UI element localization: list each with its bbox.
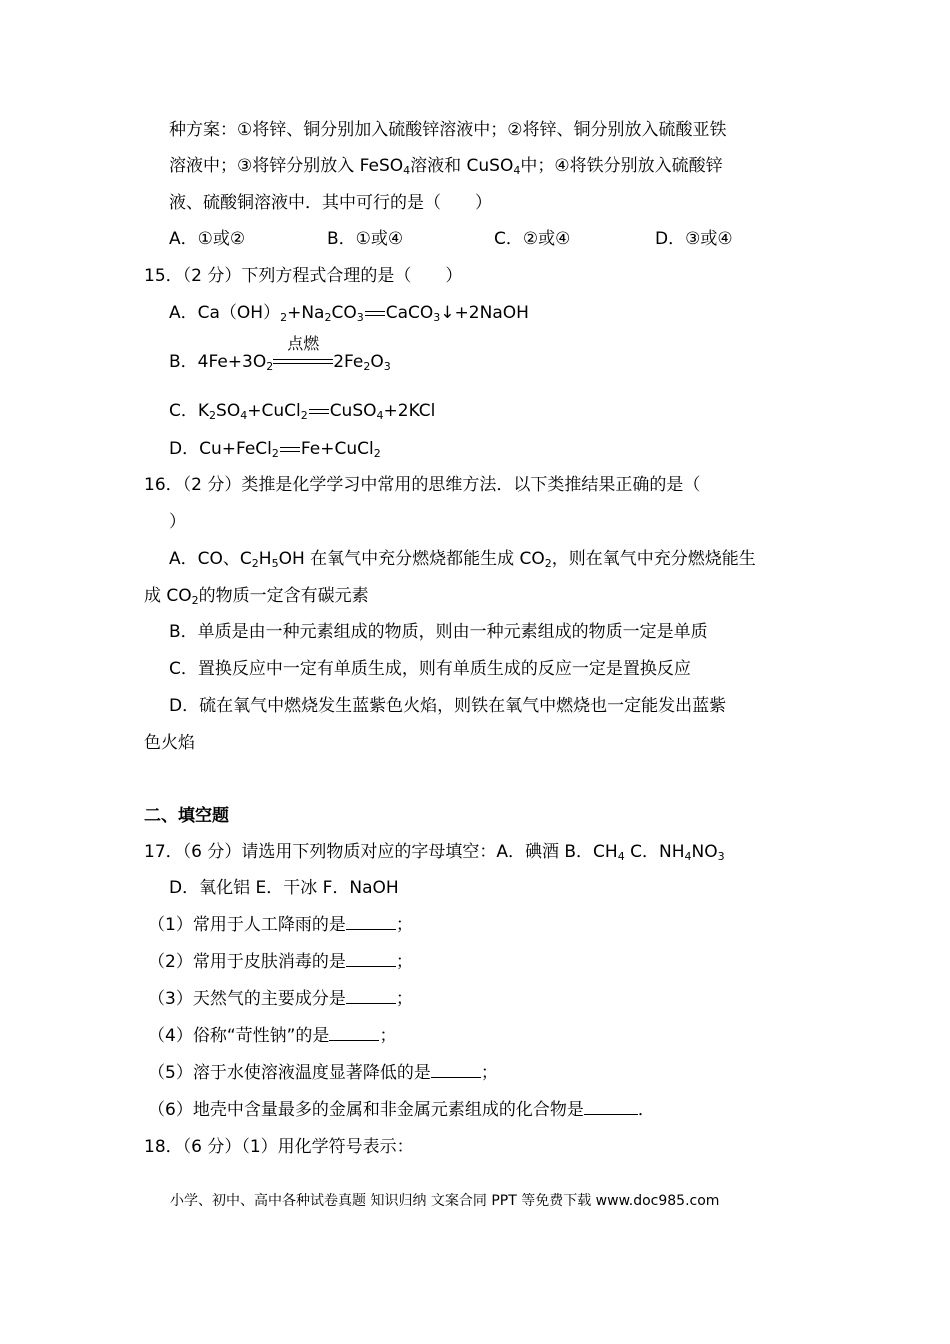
equals-sign-icon [309,409,329,414]
q17-stem: 17．（6 分）请选用下列物质对应的字母填空：A．碘酒 B．$CH_4$ C．$NH_4NO_3$ [144,842,725,863]
answer-blank[interactable] [346,987,396,1004]
equals-sign-icon [280,447,300,452]
equals-sign-icon [273,359,333,364]
q17-part-2: （2）常用于皮肤消毒的是 ； [148,952,413,972]
answer-blank[interactable] [584,1098,638,1115]
q16-stem: 16．（2 分）类推是化学学习中常用的思维方法．以下类推结果正确的是（ [144,475,701,495]
q16-option-a-cont: 成 $CO_2$的物质一定含有碳元素 [144,586,369,607]
q15-option-a: A．$Ca(OH)_2+Na_2CO_3$ CaCO$_3$↓+2NaOH [169,303,529,324]
answer-blank[interactable] [346,950,396,967]
reaction-condition: 点燃 [273,350,333,374]
q16-stem-cont: ） [169,512,186,532]
q17-part-4: （4）俗称“苛性钠”的是 ； [148,1026,397,1046]
q17-stem-cont: D．氧化铝 E．干冰 F．NaOH [169,878,399,898]
q14-text-line-3: 液、硫酸铜溶液中．其中可行的是（ ） [169,193,492,213]
q14-option-a: A．①或② [169,229,246,249]
q15-option-d: D．Cu+FeCl$_2$ Fe+CuCl$_2$ [169,439,381,460]
q17-part-3: （3）天然气的主要成分是 ； [148,989,413,1009]
answer-blank[interactable] [431,1061,481,1078]
answer-blank[interactable] [329,1024,379,1041]
q18-stem: 18．（6 分）（1）用化学符号表示： [144,1137,414,1157]
q14-option-d: D．③或④ [655,229,733,249]
q16-option-c: C．置换反应中一定有单质生成，则有单质生成的反应一定是置换反应 [169,659,691,679]
q17-part-6: （6）地壳中含量最多的金属和非金属元素组成的化合物是 ． [148,1100,655,1120]
q17-part-1: （1）常用于人工降雨的是 ； [148,915,413,935]
q14-text-line-2: 溶液中；③将锌分别放入 FeSO$_4$溶液和 CuSO$_4$中；④将铁分别放入硫酸锌 [169,156,723,177]
section-heading: 二、填空题 [144,806,229,826]
page-footer: 小学、初中、高中各种试卷真题 知识归纳 文案合同 PPT 等免费下载 www.doc985.com [170,1193,720,1209]
q16-option-b: B．单质是由一种元素组成的物质，则由一种元素组成的物质一定是单质 [169,622,708,642]
q15-option-b: B．$4Fe+3O_2$ 点燃 $2Fe_2O_3$ [169,334,391,373]
equals-sign-icon [365,311,385,316]
q14-text-line-1: 种方案：①将锌、铜分别加入硫酸锌溶液中；②将锌、铜分别放入硫酸亚铁 [169,120,727,140]
q14-option-b: B．①或④ [327,229,404,249]
q16-option-d: D．硫在氧气中燃烧发生蓝紫色火焰，则铁在氧气中燃烧也一定能发出蓝紫 [169,696,727,716]
q15-option-c: C．$K_2SO_4+CuCl_2$ CuSO$_4$+2KCl [169,401,436,422]
answer-blank[interactable] [346,913,396,930]
q16-option-a: A．CO、$C_2H_5OH$ 在氧气中充分燃烧都能生成 $CO_2$，则在氧气中充分燃烧能生 [169,549,756,570]
q16-option-d-cont: 色火焰 [144,733,195,753]
q14-option-c: C．②或④ [494,229,571,249]
q15-stem: 15．（2 分）下列方程式合理的是（ ） [144,266,463,286]
q17-part-5: （5）溶于水使溶液温度显著降低的是 ； [148,1063,498,1083]
